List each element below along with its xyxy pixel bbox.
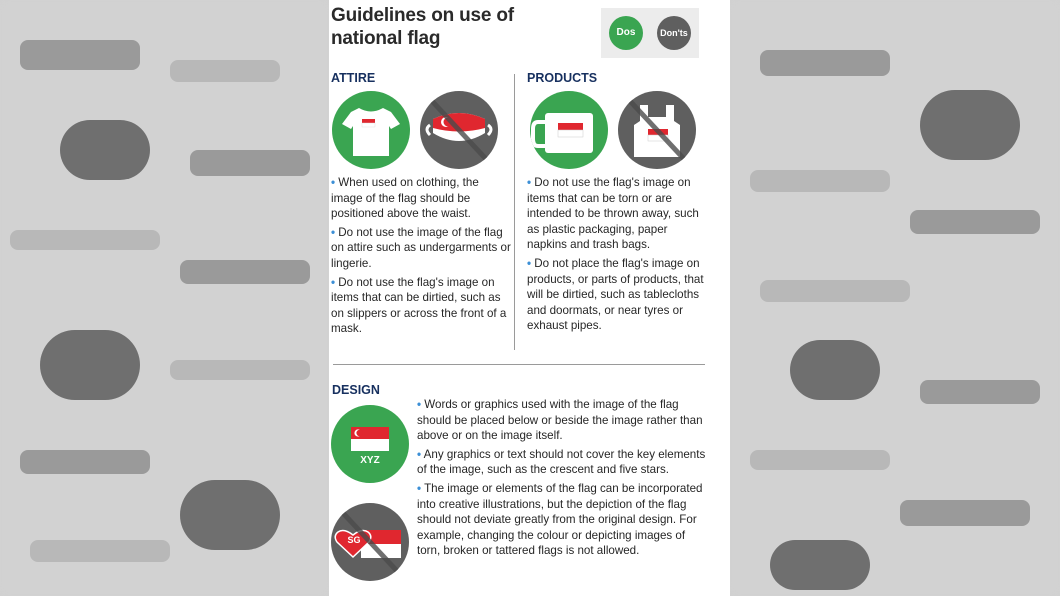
flag-caption: XYZ: [360, 455, 380, 466]
title-line-1: Guidelines on use of: [331, 5, 514, 26]
page-title: [331, 4, 531, 50]
attire-bullet-3: • Do not use the flag's image on items that can be dirtied, such as on slippers or across the front of a mask.: [331, 275, 507, 336]
guidelines-infographic: [329, 0, 730, 596]
plastic-bag-icon: [618, 91, 696, 169]
attire-heading: ATTIRE: [331, 71, 376, 85]
legend: [601, 8, 699, 58]
mask-icon: [420, 91, 498, 169]
heart-flag-icon: [331, 503, 409, 581]
products-bullets: [527, 175, 709, 337]
blurred-background-left: [0, 0, 329, 596]
blurred-background-right: [730, 0, 1060, 596]
design-bullets: [417, 397, 707, 562]
design-heading: DESIGN: [332, 383, 380, 397]
legend-donts-badge: Don'ts: [657, 16, 691, 50]
mug-icon: [530, 91, 608, 169]
legend-dos-badge: Dos: [609, 16, 643, 50]
column-divider: [514, 74, 515, 350]
tshirt-icon: [332, 91, 410, 169]
title-line-2: national flag: [331, 28, 441, 49]
products-heading: PRODUCTS: [527, 71, 598, 85]
flag-with-caption-icon: [331, 405, 409, 483]
products-bullet-1: • Do not use the flag's image on items that can be torn or are intended to be thrown away, such as plastic packaging, paper napkins and trash bags.: [527, 176, 699, 252]
design-bullet-2: • Any graphics or text should not cover the key elements of the image, such as the crescent and five stars.: [417, 447, 706, 477]
design-bullet-1: • Words or graphics used with the image of the flag should be placed below or beside the image rather than above or on the image itself.: [417, 398, 703, 443]
products-bullet-2: • Do not place the flag's image on products, or parts of products, that will be dirtied, such as tablecloths and doormats, or near tyres or exhaust pipes.: [527, 256, 704, 333]
section-divider: [333, 364, 705, 365]
attire-bullets: [331, 175, 511, 340]
heart-label: SG: [347, 535, 361, 545]
attire-bullet-2: • Do not use the image of the flag on attire such as undergarments or lingerie.: [331, 225, 511, 270]
attire-bullet-1: • When used on clothing, the image of the flag should be positioned above the waist.: [331, 176, 479, 221]
design-bullet-3: • The image or elements of the flag can be incorporated into creative illustrations, but the depiction of the flag should not deviate greatly from the original design. For example, changing the colour or depicting images of torn, broken or tattered flags is not allowed.: [417, 481, 703, 558]
